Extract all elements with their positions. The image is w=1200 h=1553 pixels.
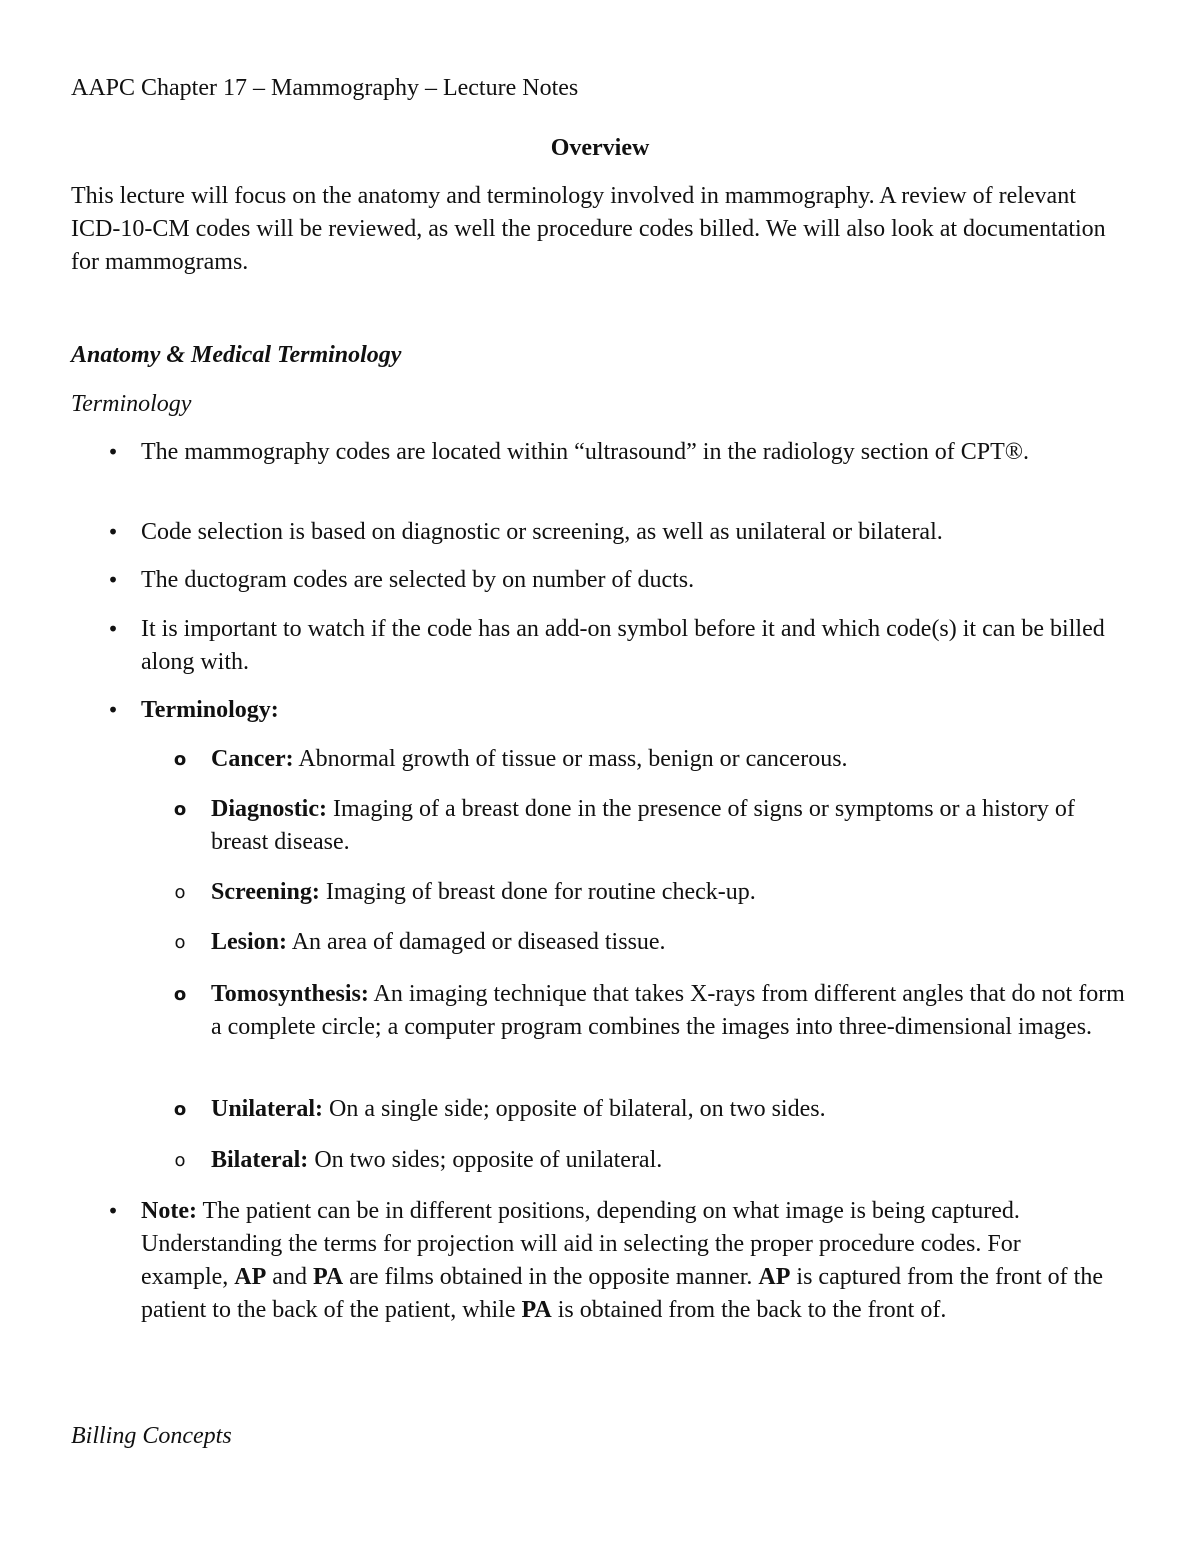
term-item bbox=[170, 926, 1130, 959]
list-item bbox=[103, 516, 1113, 549]
term-item bbox=[170, 743, 1130, 776]
term-item bbox=[170, 793, 1130, 859]
term-item bbox=[170, 876, 1130, 909]
note-text-part: and bbox=[266, 1264, 313, 1290]
bullet-text: The ductogram codes are selected by on number of ducts. bbox=[141, 567, 695, 593]
note-text-part: are films obtained in the opposite manner. bbox=[343, 1264, 759, 1290]
bullet-marker: • bbox=[107, 568, 119, 592]
sub-bullet-marker: o bbox=[173, 1099, 187, 1120]
term-label: Bilateral: bbox=[211, 1147, 309, 1173]
overview-heading: Overview bbox=[550, 135, 650, 161]
ap-abbrev: AP bbox=[234, 1264, 267, 1290]
bullet-marker: • bbox=[107, 1199, 119, 1223]
pa-abbrev: PA bbox=[521, 1297, 552, 1323]
term-definition: On a single side; opposite of bilateral, on two sides. bbox=[322, 1096, 826, 1122]
list-item bbox=[103, 694, 1113, 727]
term-item bbox=[170, 1144, 1130, 1177]
bullet-text: Code selection is based on diagnostic or screening, as well as unilateral or bilateral. bbox=[141, 519, 943, 545]
term-definition: An area of damaged or diseased tissue. bbox=[287, 929, 666, 955]
subsection-heading: Terminology bbox=[71, 391, 192, 417]
sub-bullet-marker: o bbox=[174, 932, 186, 953]
bullet-marker: • bbox=[107, 698, 119, 722]
note-item bbox=[103, 1195, 1113, 1327]
pa-abbrev: PA bbox=[312, 1264, 344, 1290]
term-definition: An imaging technique that takes X-rays from different angles that do not form a complete circle; a computer program combines the images into three-dimensional images. bbox=[211, 981, 1125, 1040]
note-text-part: is obtained from the back to the front of. bbox=[551, 1297, 947, 1323]
section-heading: Anatomy & Medical Terminology bbox=[71, 342, 402, 368]
note-label: Note: bbox=[141, 1198, 197, 1224]
term-label: Unilateral: bbox=[211, 1096, 323, 1122]
term-item bbox=[170, 978, 1130, 1044]
bullet-marker: • bbox=[107, 440, 119, 464]
document-title: AAPC Chapter 17 – Mammography – Lecture Notes bbox=[71, 75, 579, 101]
intro-paragraph: This lecture will focus on the anatomy and terminology involved in mammography. A review of relevant ICD-10-CM codes will be reviewed, as well the procedure codes billed. We will also look at documentation for mammograms. bbox=[71, 183, 1106, 275]
sub-bullet-marker: o bbox=[173, 984, 187, 1005]
bullet-text: The mammography codes are located within “ultrasound” in the radiology section of CPT®. bbox=[141, 439, 1029, 465]
terminology-label: Terminology: bbox=[141, 697, 279, 723]
term-item bbox=[170, 1093, 1130, 1126]
term-definition: Abnormal growth of tissue or mass, benign or cancerous. bbox=[293, 746, 848, 772]
note-text bbox=[141, 1195, 1113, 1327]
term-label: Lesion: bbox=[211, 929, 288, 955]
sub-bullet-marker: o bbox=[173, 799, 187, 820]
billing-heading: Billing Concepts bbox=[71, 1423, 232, 1449]
sub-bullet-marker: o bbox=[174, 882, 186, 903]
term-label: Tomosynthesis: bbox=[211, 981, 369, 1007]
list-item bbox=[103, 613, 1113, 679]
bullet-marker: • bbox=[107, 520, 119, 544]
term-definition: Imaging of breast done for routine check-up. bbox=[319, 879, 756, 905]
term-label: Screening: bbox=[211, 879, 320, 905]
ap-abbrev: AP bbox=[758, 1264, 791, 1290]
sub-bullet-marker: o bbox=[173, 749, 187, 770]
bullet-text: It is important to watch if the code has an add-on symbol before it and which code(s) it can be billed along with. bbox=[141, 616, 1105, 675]
sub-bullet-marker: o bbox=[174, 1150, 186, 1171]
term-label: Cancer: bbox=[211, 746, 294, 772]
note-text-part: is captured from the front of the patient to the back of the patient, while bbox=[141, 1264, 1103, 1323]
term-definition: Imaging of a breast done in the presence of signs or symptoms or a history of breast disease. bbox=[211, 796, 1075, 855]
bullet-marker: • bbox=[107, 617, 119, 641]
term-label: Diagnostic: bbox=[211, 796, 327, 822]
note-text-part: The patient can be in different positions, depending on what image is being captured. Understanding the terms for projection will aid in selecting the proper procedure codes. For example, bbox=[141, 1198, 1021, 1290]
list-item bbox=[103, 436, 1113, 469]
term-definition: On two sides; opposite of unilateral. bbox=[308, 1147, 663, 1173]
list-item bbox=[103, 564, 1113, 597]
